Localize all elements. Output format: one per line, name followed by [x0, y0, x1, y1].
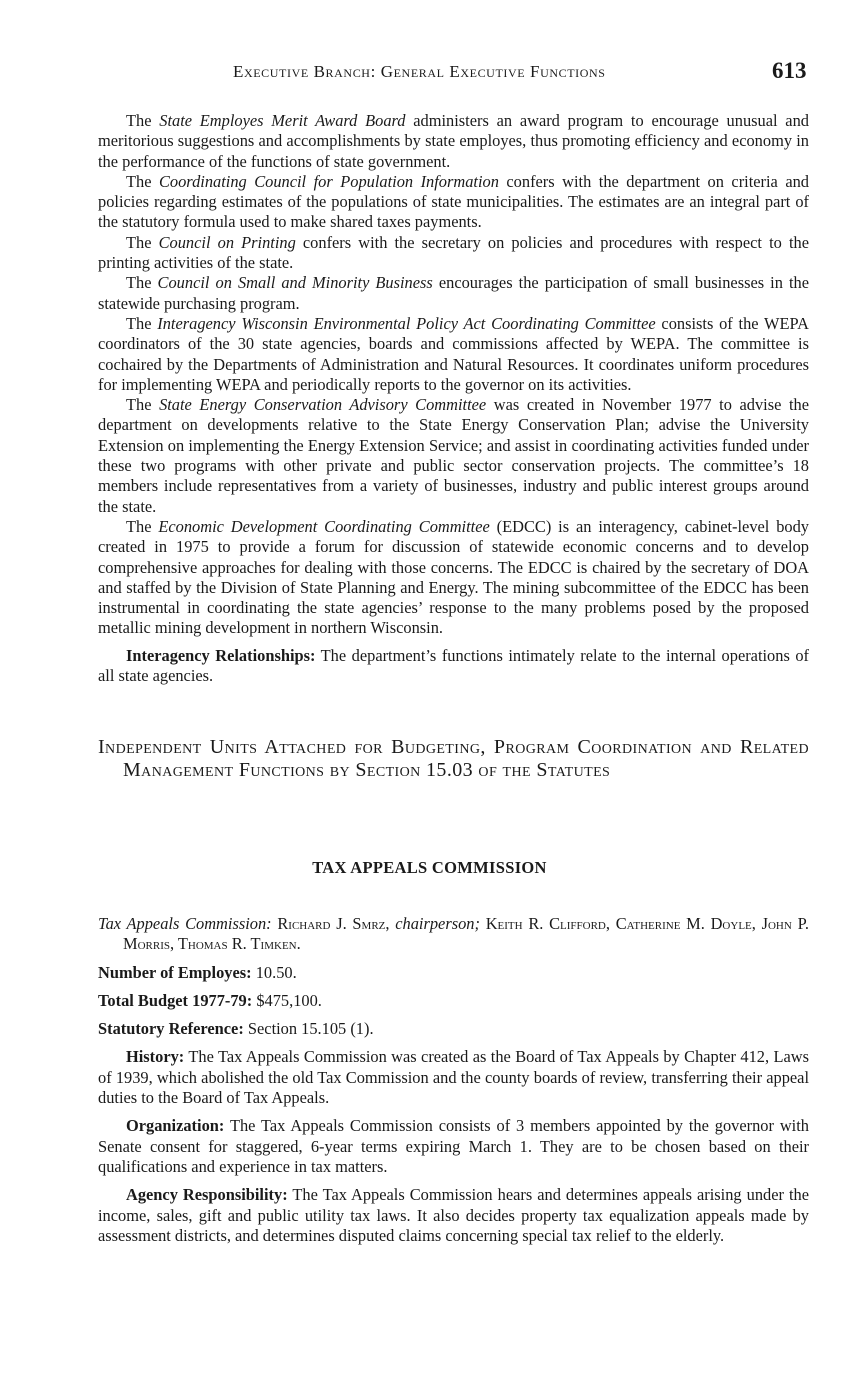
- page-number: 613: [772, 58, 807, 83]
- running-head: [0, 60, 859, 90]
- section-heading: Independent Units Attached for Budgeting, Program Coordination and Related Management Functions by Section 15.03 of the Statutes: [98, 736, 809, 781]
- paragraph-small-minority-business: The Council on Small and Minority Business encourages the participation of small businesses in the statewide purchasing program.: [98, 273, 809, 313]
- paragraph-wepa-committee: The Interagency Wisconsin Environmental Policy Act Coordinating Committee consists of the WEPA coordinators of the 30 state agencies, boards and commissions affected by WEPA. The committee is cochaired by the Departments of Administration and Natural Resources. It coordinates uniform procedures for implementing WEPA and periodically reports to the governor on its activities.: [98, 313, 809, 394]
- number-of-employes: Number of Employes: 10.50.: [98, 962, 297, 982]
- paragraph-interagency-relationships: Interagency Relationships: The department’s functions intimately relate to the internal operations of all state agencies.: [98, 645, 809, 686]
- body-text: [98, 111, 809, 686]
- paragraph-economic-development-committee: The Economic Development Coordinating Committee (EDCC) is an interagency, cabinet-level body created in 1975 to provide a forum for discussion of statewide economic concerns and to develop comprehensive approaches for dealing with those concerns. The EDCC is chaired by the secretary of DOA and staffed by the Division of State Planning and Energy. The mining subcommittee of the EDCC has been instrumental in coordinating the state agencies’ response to the many problems posed by the proposed metallic mining development in northern Wisconsin.: [98, 516, 810, 638]
- organization-paragraph: Organization: The Tax Appeals Commission consists of 3 members appointed by the governor with Senate consent for staggered, 6-year terms expiring March 1. They are to be chosen based on their qualifications and experience in tax matters.: [98, 1116, 809, 1176]
- paragraph-merit-award-board: The State Employes Merit Award Board administers an award program to encourage unusual and meritorious suggestions and accomplishments by state employes, thus promoting efficiency and economy in the performance of the functions of state government.: [98, 111, 809, 171]
- agency-members: Tax Appeals Commission: Richard J. Smrz, chairperson; Keith R. Clifford, Catherine M. Doyle, John P. Morris, Thomas R. Timken.: [98, 914, 809, 954]
- agency-entry: [98, 914, 809, 1254]
- total-budget: Total Budget 1977-79: $475,100.: [98, 990, 322, 1010]
- paragraph-population-information: The Coordinating Council for Population Information confers with the department on criteria and policies regarding estimates of the populations of state municipalities. The estimates are an integral part of the statutory formula used to make shared taxes payments.: [98, 171, 809, 232]
- paragraph-council-on-printing: The Council on Printing confers with the secretary on policies and procedures with respect to the printing activities of the state.: [98, 232, 809, 273]
- history-paragraph: History: The Tax Appeals Commission was created as the Board of Tax Appeals by Chapter 412, Laws of 1939, which abolished the old Tax Commission and the county boards of review, transferring their appeal duties to the Board of Tax Appeals.: [98, 1047, 809, 1108]
- agency-title: TAX APPEALS COMMISSION: [312, 858, 547, 877]
- running-head-title: Executive Branch: General Executive Functions: [233, 62, 606, 81]
- responsibility-paragraph: Agency Responsibility: The Tax Appeals Commission hears and determines appeals arising under the income, sales, gift and public utility tax laws. It also decides property tax equalization appeals made by assessment districts, and determines disputed claims concerning special tax relief to the elderly.: [98, 1185, 809, 1245]
- paragraph-energy-conservation-committee: The State Energy Conservation Advisory Committee was created in November 1977 to advise the department on developments relative to the State Energy Conservation Plan; advise the University Extension on implementing the Energy Extension Service; and assist in coordinating activities funded under these two programs with other private and public sector conservation projects. The committee’s 18 members include representatives from a variety of businesses, industry and public interest groups around the state.: [98, 395, 809, 516]
- statutory-reference: Statutory Reference: Section 15.105 (1).: [98, 1019, 374, 1039]
